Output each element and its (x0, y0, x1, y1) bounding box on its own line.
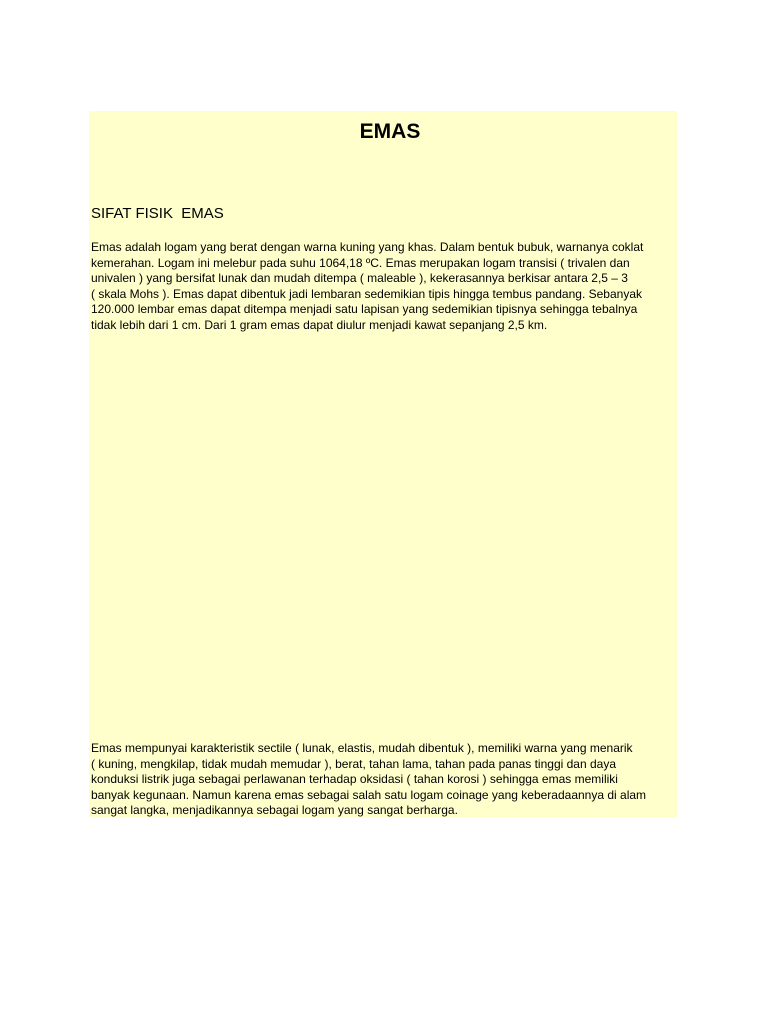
paragraph-line: tidak lebih dari 1 cm. Dari 1 gram emas dapat diulur menjadi kawat sepanjang 2,5 km. (91, 317, 548, 332)
paragraph-line: banyak kegunaan. Namun karena emas sebagai salah satu logam coinage yang keberadaannya di alam (91, 787, 647, 802)
paragraph-line: Emas mempunyai karakteristik sectile ( lunak, elastis, mudah dibentuk ), memiliki warna yang menarik (91, 741, 633, 755)
section-heading: SIFAT FISIK EMAS (91, 205, 224, 222)
paragraph-line: konduksi listrik juga sebagai perlawanan terhadap oksidasi ( tahan korosi ) sehingga emas memiliki (91, 772, 618, 786)
paragraph-line: sangat langka, menjadikannya sebagai logam yang sangat berharga. (91, 803, 458, 817)
paragraph-physical-properties (91, 240, 675, 333)
paragraph-line: univalen ) yang bersifat lunak dan mudah ditempa ( maleable ), kekerasannya berkisar antara 2,5 – 3 (91, 271, 628, 285)
paragraph-line: Emas adalah logam yang berat dengan warna kuning yang khas. Dalam bentuk bubuk, warnanya coklat (91, 240, 644, 254)
document-title: EMAS (359, 120, 421, 143)
paragraph-line: 120.000 lembar emas dapat ditempa menjadi satu lapisan yang sedemikian tipisnya sehingga tebalnya (91, 302, 638, 316)
paragraph-line: kemerahan. Logam ini melebur pada suhu 1064,18 ºC. Emas merupakan logam transisi ( trivalen dan (91, 255, 630, 270)
paragraph-line: ( skala Mohs ). Emas dapat dibentuk jadi lembaran sedemikian tipis hingga tembus pandang. Sebanyak (91, 286, 642, 301)
paragraph-line: ( kuning, mengkilap, tidak mudah memudar ), berat, tahan lama, tahan pada panas tinggi dan daya (91, 756, 616, 771)
paragraph-characteristics (91, 741, 675, 819)
